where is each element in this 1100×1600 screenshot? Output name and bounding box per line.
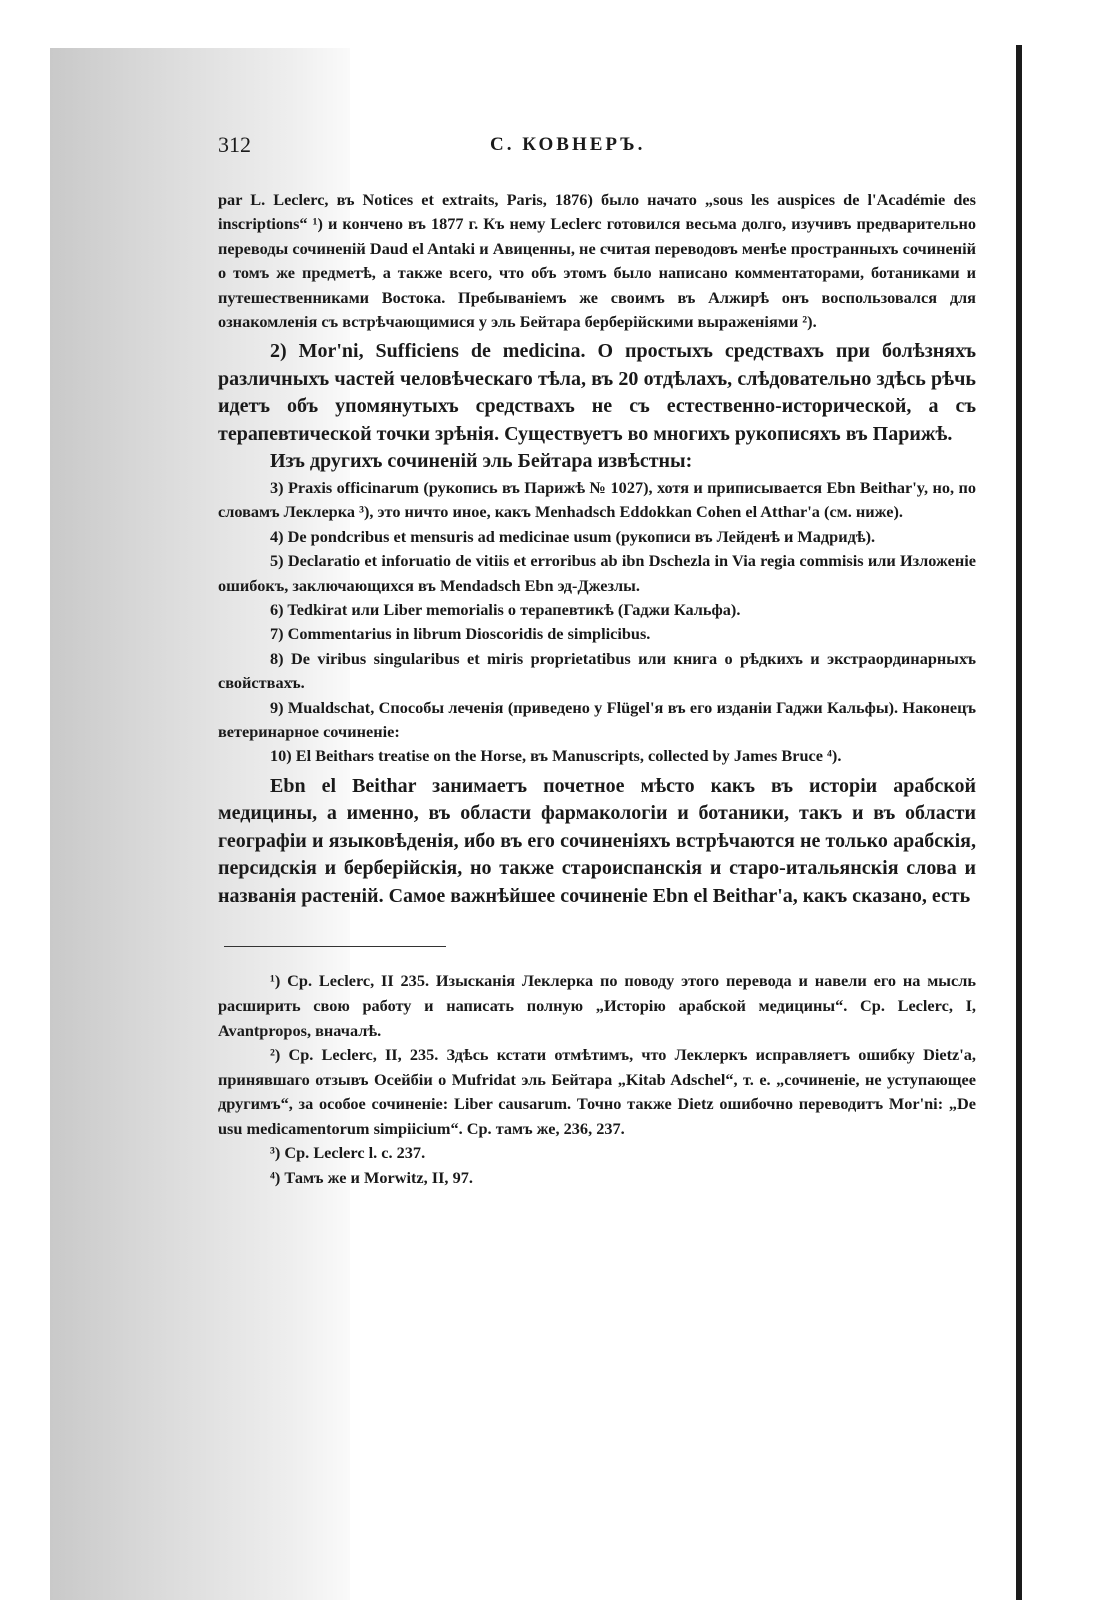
list-item: 6) Tedkirat или Liber memorialis о терапевтикѣ (Гаджи Кальфа). <box>270 599 741 619</box>
footnote: ⁴) Тамъ же и Morwitz, II, 97. <box>270 1168 473 1188</box>
footnote: ³) Ср. Leclerc l. c. 237. <box>270 1143 426 1163</box>
footnote-divider <box>224 946 446 947</box>
list-item: 9) Mualdschat, Способы леченія (приведено у Flügel'я въ его изданіи Гаджи Кальфы). Наконецъ ветеринарное сочиненіе: <box>218 697 976 741</box>
paragraph-ebn-el-beithar: Ebn el Beithar занимаетъ почетное мѣсто какъ въ исторіи арабской медицины, а именно, въ области фармакологіи и ботаники, такъ и въ области географіи и языковѣденія, ибо въ его сочиненіяхъ встрѣчаются не только арабскія, персидскія и берберійскія, но также староиспанскія и старо-итальянскія слова и названія растеній. Самое важнѣйшее сочиненіе Ebn el Beithar'a, какъ сказано, есть <box>218 774 976 907</box>
list-item: 10) El Beithars treatise on the Horse, въ Manuscripts, collected by James Bruce ⁴). <box>270 746 842 766</box>
running-head <box>218 132 976 166</box>
running-title: С. КОВНЕРЪ. <box>490 134 646 155</box>
footnotes <box>218 969 976 1190</box>
paragraph-item-2: 2) Mor'ni, Sufficiens de medicina. О простыхъ средствахъ при болѣзняхъ различныхъ частей человѣческаго тѣла, въ 20 отдѣлахъ, слѣдовательно здѣсь рѣчь идетъ объ упомянутыхъ средствахъ не съ естественно-исторической, а съ терапевтической точки зрѣнія. Существуетъ во многихъ рукописяхъ въ Парижѣ. <box>218 340 976 445</box>
footnote: ¹) Ср. Leclerc, II 235. Изысканія Леклерка по поводу этого перевода и навели его на мысль расширить свою работу и написать полную „Исторію арабской медицины“. Ср. Leclerc, I, Avantpropos, вначалѣ. <box>218 971 976 1040</box>
list-item: 8) De viribus singularibus et miris proprietatibus или книга о рѣдкихъ и экстраординарныхъ свойствахъ. <box>218 648 976 693</box>
footnote: ²) Ср. Leclerc, II, 235. Здѣсь кстати отмѣтимъ, что Леклеркъ исправляетъ ошибку Dietz'a, принявшаго отзывъ Осейбіи о Mufridat эль Бейтара „Kitab Adschel“, т. е. „сочиненіе, не уступающее другимъ“, за особое сочиненіе: Liber causarum. Точно также Dietz ошибочно переводитъ Mor'ni: „De usu medicamentorum simpiicium“. Ср. тамъ же, 236, 237. <box>218 1045 976 1138</box>
paragraph-intro-other-works: Изъ другихъ сочиненій эль Бейтара извѣстны: <box>270 450 693 473</box>
scan-edge-right <box>1016 45 1022 1600</box>
page-number: 312 <box>218 132 251 157</box>
book-page <box>218 132 976 1191</box>
list-item: 4) De pondcribus et mensuris ad medicinae usum (рукописи въ Лейденѣ и Мадридѣ). <box>270 526 876 546</box>
paragraph-continuation: par L. Leclerc, въ Notices et extraits, Paris, 1876) было начато „sous les auspices de l'Académie des inscriptions“ ¹) и кончено въ 1877 г. Къ нему Leclerc готовился весьма долго, изучивъ предварительно переводы сочиненій Daud el Antaki и Авиценны, не считая переводовъ менѣе пространныхъ сочиненій о томъ же предметѣ, а также всего, что объ этомъ было написано комментаторами, ботаниками и путешественниками Востока. Пребываніемъ же своимъ въ Алжирѣ онъ воспользовался для ознакомленія съ встрѣчающимися у эль Бейтара берберійскими выраженіями ²). <box>218 190 976 332</box>
list-item: 7) Commentarius in librum Dioscoridis de simplicibus. <box>270 624 651 644</box>
list-item: 3) Praxis officinarum (рукопись въ Парижѣ № 1027), хотя и приписывается Ebn Beithar'y, но, по словамъ Леклерка ³), это ничто иное, какъ Menhadsch Eddokkan Cohen el Atthar'a (см. ниже). <box>218 477 976 522</box>
scan-margin-left <box>0 0 50 1600</box>
list-item: 5) Declaratio et inforuatio de vitiis et erroribus ab ibn Dschezla in Via regia commisis или Изложеніе ошибокъ, заключающихся въ Mendadsch Ebn эд-Джезлы. <box>218 551 976 595</box>
